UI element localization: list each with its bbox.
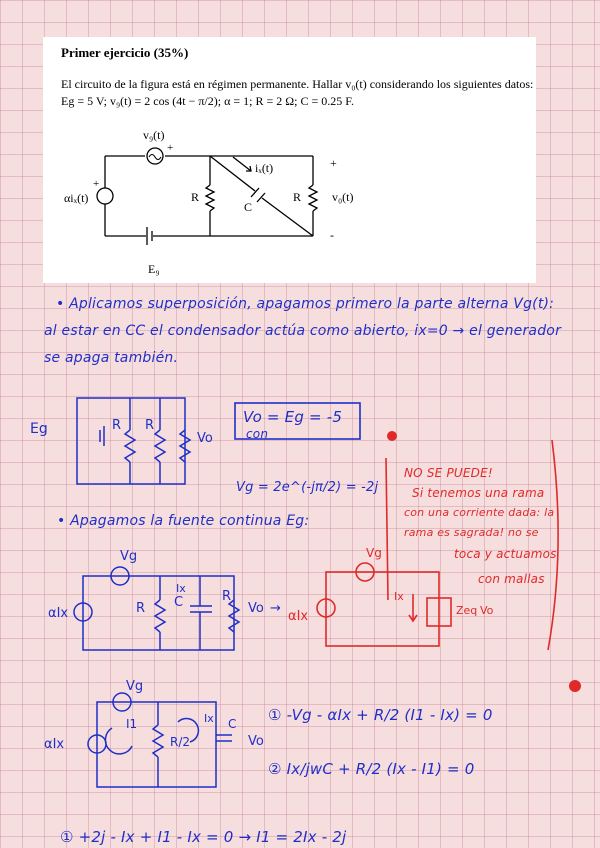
c2-vo-label: Vo (248, 601, 264, 616)
red-note-2: Si tenemos una rama (412, 486, 545, 500)
c3-c-label: C (228, 717, 237, 731)
vg-label: v₉(t) (143, 128, 165, 142)
c2-r2-label: R (222, 589, 232, 604)
vg-plus: + (167, 142, 174, 154)
c-label: C (244, 200, 253, 214)
c3-r2-label: R/2 (170, 735, 191, 749)
c1-eg-label: Eg (30, 421, 48, 437)
note-p2: • Apagamos la fuente continua Eg: (57, 513, 310, 529)
c2-ix-label: Ix (176, 582, 186, 595)
vo-minus: - (330, 228, 334, 242)
dc-circuit (77, 398, 360, 484)
c2-arrow: → (270, 601, 281, 616)
equation-2: ② Ix/jwC + R/2 (Ix - I1) = 0 (268, 760, 475, 778)
red-note-5: toca y actuamos (454, 547, 557, 561)
exercise-title: Primer ejercicio (35%) (61, 45, 189, 60)
note-p1-line3: se apaga también. (44, 350, 179, 366)
r1-label: R (191, 190, 200, 204)
c2r-source-label: αIx (288, 609, 309, 624)
source-plus: + (93, 178, 100, 190)
eg-label: E₉ (148, 262, 160, 276)
c2r-zeq-label: Zeq (456, 604, 478, 617)
c3-i1-label: I1 (126, 717, 138, 731)
c1-vo-label: Vo (197, 431, 213, 446)
c2-r-label: R (136, 601, 146, 616)
ix-label: iₓ(t) (255, 161, 274, 175)
note-p1-line1: • Aplicamos superposición, apagamos primero la parte alterna Vg(t): (56, 296, 555, 312)
r2-label: R (293, 190, 302, 204)
equation-3: ① +2j - Ix + I1 - Ix = 0 → I1 = 2Ix - 2j (60, 828, 347, 846)
vo-dc-result: Vo = Eg = -5 (243, 408, 343, 426)
c1-r1-label: R (112, 418, 122, 433)
vo-dc-sub: con (246, 427, 269, 441)
statement-line-2: Eg = 5 V; v₉(t) = 2 cos (4t − π/2); α = 1; R = 2 Ω; C = 0.25 F. (61, 94, 354, 108)
c3-vg-label: Vg (126, 679, 144, 694)
red-note-4: rama es sagrada! no se (404, 526, 539, 539)
red-circuit (317, 440, 558, 650)
c3-vo-label: Vo (248, 734, 264, 749)
c2-vg-label: Vg (120, 549, 138, 564)
ac-circuit (74, 567, 239, 650)
c2r-vo-label: Vo (480, 604, 494, 617)
c1-r2-label: R (145, 418, 155, 433)
note-p1-line2: al estar en CC el condensador actúa como abierto, ix=0 → el generador (44, 323, 562, 339)
vo-plus: + (330, 156, 337, 170)
statement-line-1: El circuito de la figura está en régimen permanente. Hallar v₀(t) considerando los siguientes datos: (61, 77, 534, 91)
red-note-6: con mallas (478, 572, 545, 586)
equation-1: ① -Vg - αIx + R/2 (I1 - Ix) = 0 (268, 706, 493, 724)
c3-ix-label: Ix (204, 712, 214, 725)
c2-source-label: αIx (48, 606, 69, 621)
vg-phasor: Vg = 2e^(-jπ/2) = -2j (236, 480, 379, 495)
c3-source-label: αIx (44, 737, 65, 752)
c2-c-label: C (174, 595, 184, 610)
c2r-ix-label: Ix (394, 590, 404, 603)
red-note-3: con una corriente dada: la (404, 506, 555, 519)
vo-label: v₀(t) (332, 190, 354, 204)
c2r-vg-label: Vg (366, 546, 382, 560)
mesh-circuit (88, 693, 232, 787)
red-note-1: NO SE PUEDE! (404, 466, 493, 480)
source-label: αiₓ(t) (64, 191, 89, 205)
